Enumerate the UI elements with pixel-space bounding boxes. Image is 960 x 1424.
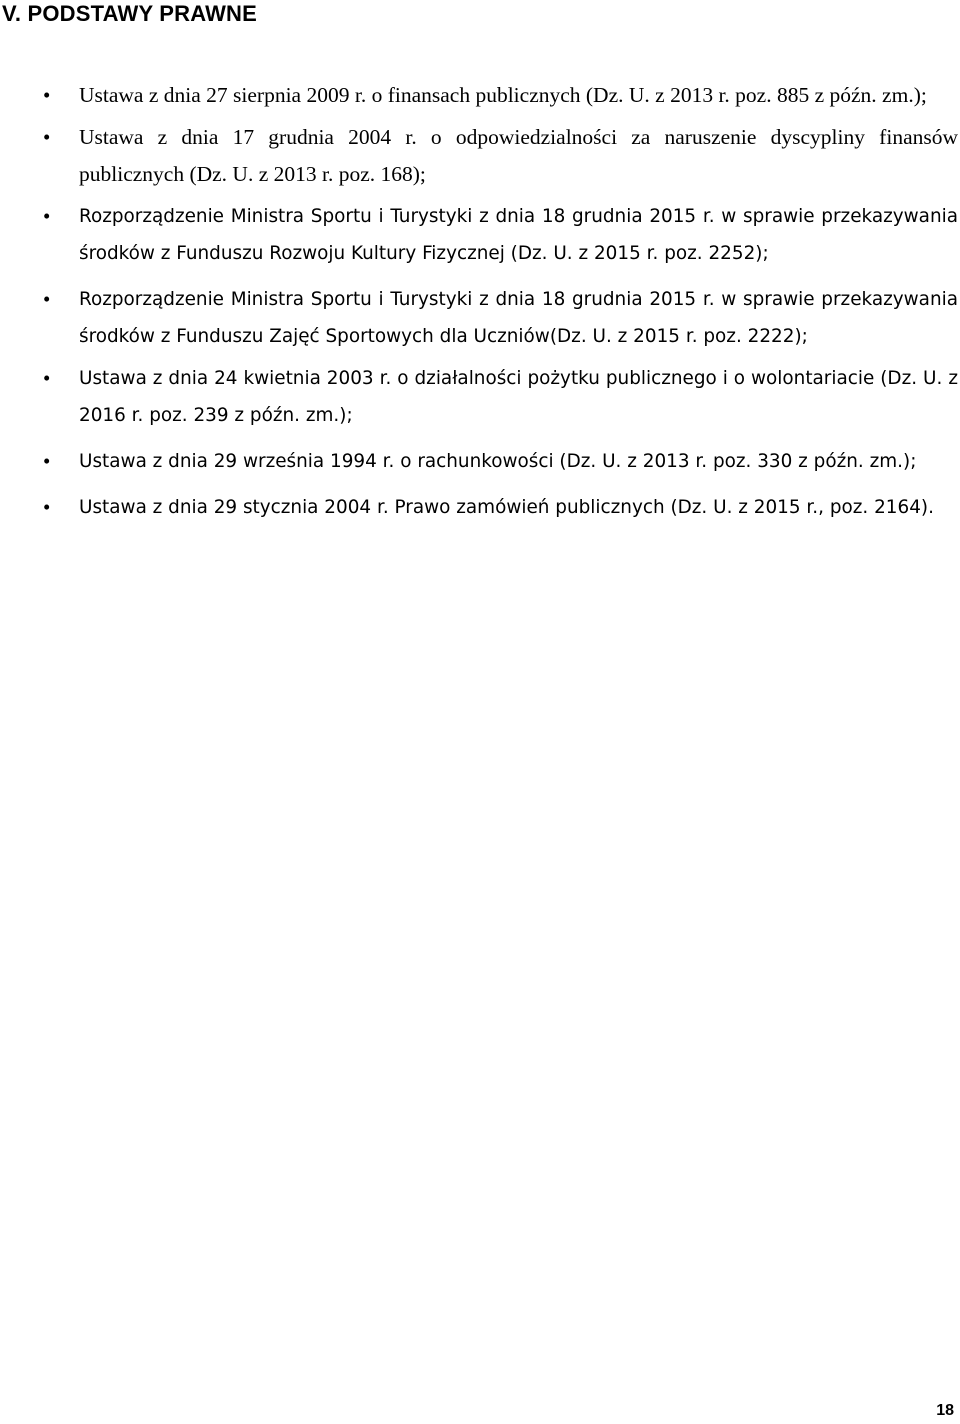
list-item-text: Ustawa z dnia 29 stycznia 2004 r. Prawo zamówień publicznych (Dz. U. z 2015 r., poz. 2164).	[79, 497, 934, 518]
list-item	[0, 119, 960, 193]
list-item	[0, 360, 960, 434]
bullet-icon: •	[43, 449, 51, 473]
list-item	[0, 489, 960, 526]
list-item	[0, 443, 960, 480]
list-item-text: Ustawa z dnia 29 września 1994 r. o rachunkowości (Dz. U. z 2013 r. poz. 330 z późn. zm.);	[79, 451, 917, 472]
bullet-icon: •	[43, 495, 51, 519]
bullet-icon: •	[43, 204, 51, 228]
page-number: 18	[936, 1402, 954, 1419]
section-heading: V. PODSTAWY PRAWNE	[2, 1, 258, 26]
list-item	[0, 77, 960, 114]
list-item	[0, 198, 960, 272]
legal-basis-list	[0, 77, 960, 526]
list-item	[0, 281, 960, 355]
list-item-text: Ustawa z dnia 27 sierpnia 2009 r. o finansach publicznych (Dz. U. z 2013 r. poz. 885 z późn. zm.);	[79, 83, 927, 107]
list-item-text: Rozporządzenie Ministra Sportu i Turystyki z dnia 18 grudnia 2015 r. w sprawie przekazywania środków z Funduszu Rozwoju Kultury Fizycznej (Dz. U. z 2015 r. poz. 2252);	[79, 206, 958, 264]
list-item-text: Rozporządzenie Ministra Sportu i Turystyki z dnia 18 grudnia 2015 r. w sprawie przekazywania środków z Funduszu Zajęć Sportowych dla Uczniów(Dz. U. z 2015 r. poz. 2222);	[79, 289, 958, 347]
list-item-text: Ustawa z dnia 24 kwietnia 2003 r. o działalności pożytku publicznego i o wolontariacie (Dz. U. z 2016 r. poz. 239 z późn. zm.);	[79, 368, 958, 426]
bullet-icon: •	[43, 125, 51, 149]
list-item-text: Ustawa z dnia 17 grudnia 2004 r. o odpowiedzialności za naruszenie dyscypliny finansów publicznych (Dz. U. z 2013 r. poz. 168);	[79, 125, 958, 186]
bullet-icon: •	[43, 287, 51, 311]
bullet-icon: •	[43, 366, 51, 390]
bullet-icon: •	[43, 83, 51, 107]
